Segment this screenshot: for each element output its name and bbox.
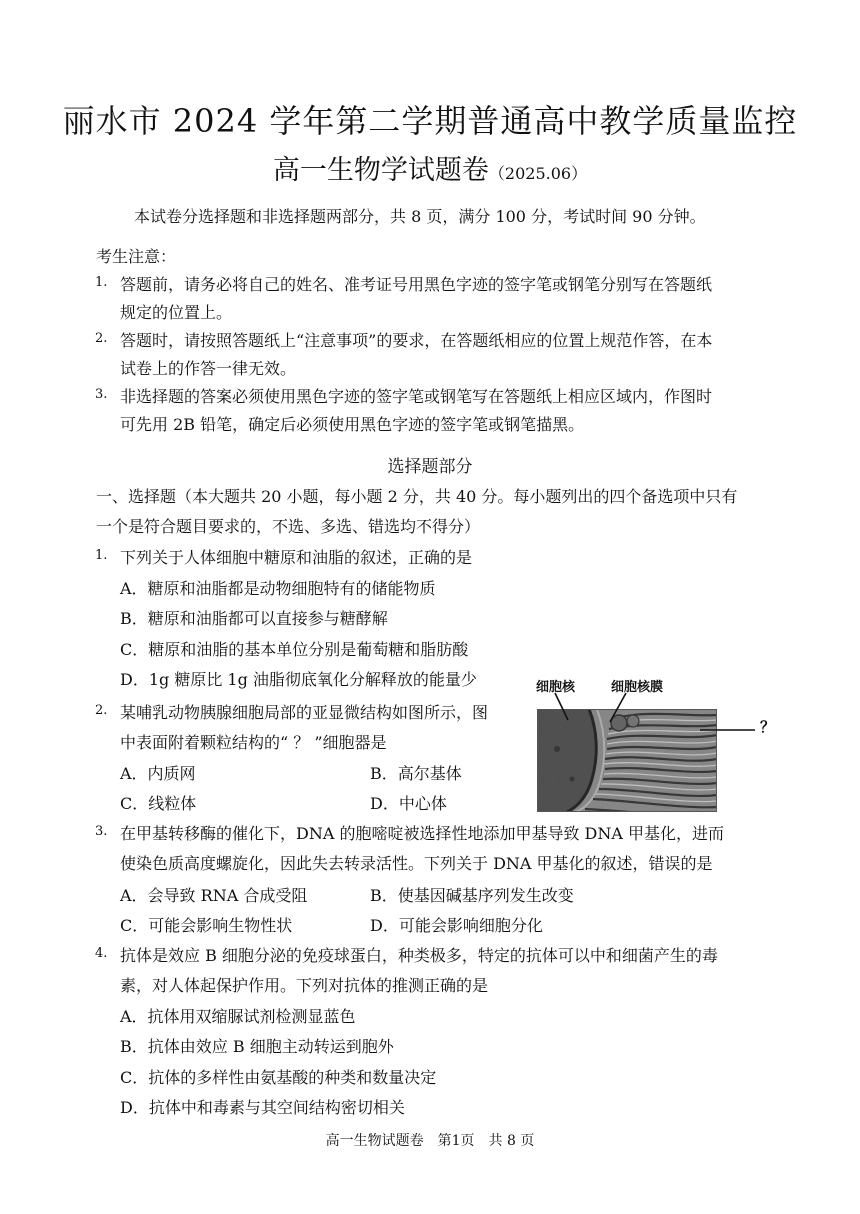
part-intro-line: 一个是符合题目要求的，不选、多选、错选均不得分） xyxy=(96,517,481,536)
notice-heading: 考生注意： xyxy=(96,247,177,266)
option: D．中心体 xyxy=(370,794,447,813)
option: B．使基因碱基序列发生改变 xyxy=(370,886,574,905)
option: A．会导致 RNA 合成受阻 xyxy=(120,886,308,905)
notice-line: 规定的位置上。 xyxy=(120,303,233,322)
exam-title: 丽水市 2024 学年第二学期普通高中教学质量监控 xyxy=(62,102,798,140)
figure-pointer-lines xyxy=(530,690,760,740)
notice-num: 1. xyxy=(95,275,108,290)
question-stem: 在甲基转移酶的催化下，DNA 的胞嘧啶被选择性地添加甲基导致 DNA 甲基化，进而 xyxy=(120,824,725,843)
question-stem: 抗体是效应 B 细胞分泌的免疫球蛋白，种类极多，特定的抗体可以中和细菌产生的毒 xyxy=(120,946,718,965)
option: A．内质网 xyxy=(120,764,196,783)
question-stem: 素，对人体起保护作用。下列对抗体的推测正确的是 xyxy=(120,976,489,995)
question-stem: 下列关于人体细胞中糖原和油脂的叙述，正确的是 xyxy=(120,548,473,567)
option: C．抗体的多样性由氨基酸的种类和数量决定 xyxy=(120,1068,437,1087)
notice-line: 答题时，请按照答题纸上“注意事项”的要求，在答题纸相应的位置上规范作答，在本 xyxy=(120,331,713,350)
page-footer: 高一生物试题卷 第1页 共 8 页 xyxy=(325,1133,535,1149)
figure-label-question: ？ xyxy=(760,718,776,736)
figure-label-nucleus: 细胞核 xyxy=(536,680,576,695)
option: B．抗体由效应 B 细胞主动转运到胞外 xyxy=(120,1037,394,1056)
notice-line: 试卷上的作答一律无效。 xyxy=(120,359,297,378)
notice-line: 可先用 2B 铅笔，确定后必须使用黑色字迹的签字笔或钢笔描黑。 xyxy=(120,415,585,434)
option: D．抗体中和毒素与其空间结构密切相关 xyxy=(120,1098,405,1117)
question-stem: 使染色质高度螺旋化，因此失去转录活性。下列关于 DNA 甲基化的叙述，错误的是 xyxy=(120,854,713,873)
exam-intro: 本试卷分选择题和非选择题两部分，共 8 页，满分 100 分，考试时间 90 分钟。 xyxy=(134,207,706,226)
option: D．可能会影响细胞分化 xyxy=(370,916,543,935)
option: B．高尔基体 xyxy=(370,764,462,783)
section-title: 选择题部分 xyxy=(387,457,473,477)
question-stem: 某哺乳动物胰腺细胞局部的亚显微结构如图所示，图 xyxy=(120,703,489,722)
option: C．可能会影响生物性状 xyxy=(120,916,293,935)
question-stem: 中表面附着颗粒结构的“ ？ ”细胞器是 xyxy=(120,733,387,752)
option: A．抗体用双缩脲试剂检测显蓝色 xyxy=(120,1007,356,1026)
option: A．糖原和油脂都是动物细胞特有的储能物质 xyxy=(120,579,436,598)
notice-line: 非选择题的答案必须使用黑色字迹的签字笔或钢笔写在答题纸上相应区域内，作图时 xyxy=(120,387,713,406)
option: B．糖原和油脂都可以直接参与糖酵解 xyxy=(120,609,388,628)
figure-label-membrane: 细胞核膜 xyxy=(611,680,664,695)
option: D．1g 糖原比 1g 油脂彻底氧化分解释放的能量少 xyxy=(120,670,477,689)
exam-date: （2025.06） xyxy=(488,164,588,183)
exam-subtitle xyxy=(0,148,860,187)
question-number: 4. xyxy=(95,946,108,961)
part-intro-line: 一、选择题（本大题共 20 小题，每小题 2 分，共 40 分。每小题列出的四个备选项中只有 xyxy=(96,487,738,506)
question-number: 3. xyxy=(95,824,108,839)
subtitle-text: 高一生物学试题卷 xyxy=(272,155,489,186)
question-number: 1. xyxy=(95,548,108,563)
question-number: 2. xyxy=(95,703,108,718)
notice-num: 3. xyxy=(95,387,108,402)
option: C．糖原和油脂的基本单位分别是葡萄糖和脂肪酸 xyxy=(120,640,469,659)
notice-line: 答题前，请务必将自己的姓名、准考证号用黑色字迹的签字笔或钢笔分别写在答题纸 xyxy=(120,275,713,294)
option: C．线粒体 xyxy=(120,794,197,813)
notice-num: 2. xyxy=(95,331,108,346)
